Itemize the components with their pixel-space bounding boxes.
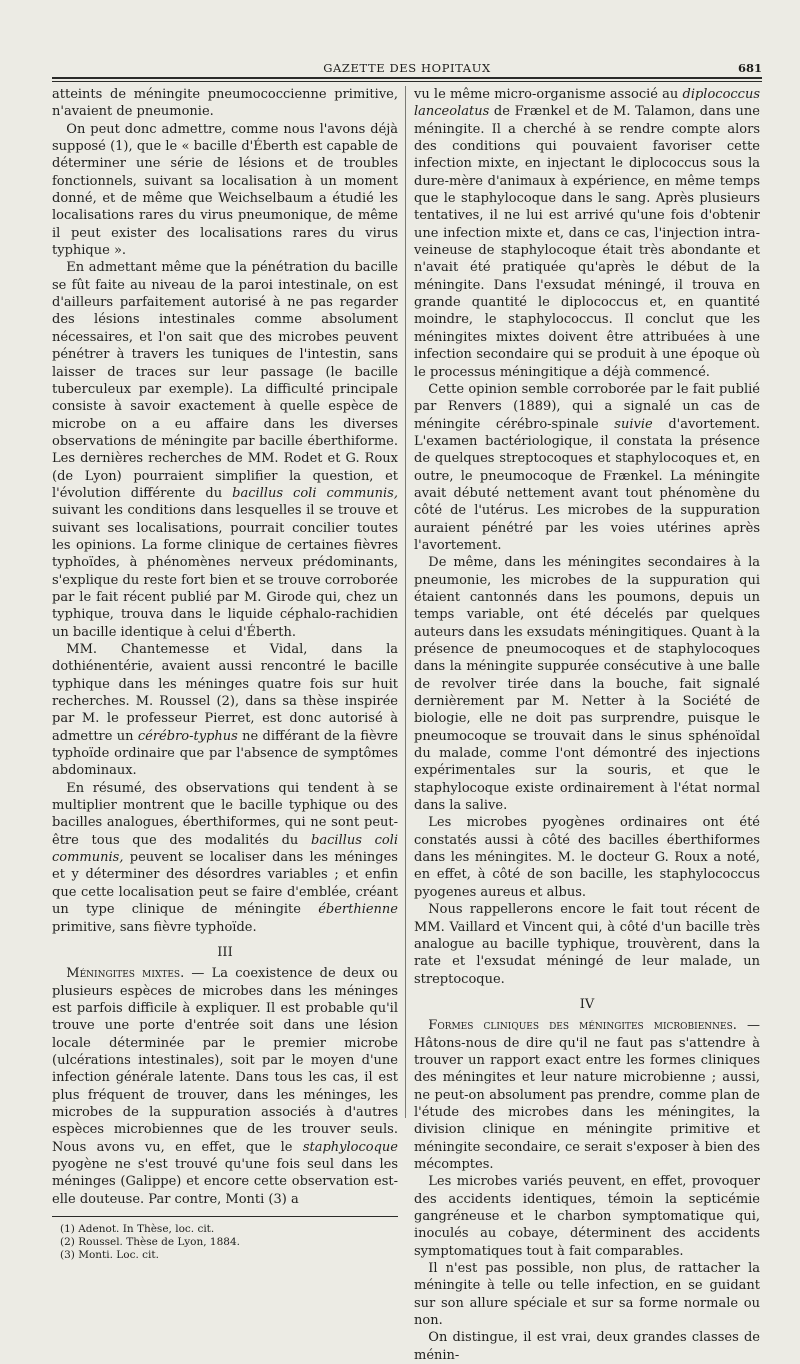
paragraph: vu le même micro-organisme associé au diplococcus lanceolatus de Frænkel et de M. Talamon, dans une méningite. Il a cherché à se rendre compte alors des conditions qui pouvaient favoriser cette infection mixte, en injectant le diplococcus sous la dure-mère d'animaux à expérience, en même temps que le staphylocoque dans le sang. Après plusieurs tentatives, il ne lui est arrivé qu'une fois d'obtenir une infection mixte et, dans ce cas, l'injection intra-veineuse de staphylocoque était très abondante et n'avait été pratiquée qu'après le début de la méningite. Dans l'exsudat méningé, il trouva en grande quantité le diplococcus et, en quantité moindre, le staphylococcus. Il conclut que les méningites mixtes doivent être attribuées à une infection secondaire qui se produit à une époque où le processus méningitique a déjà commencé. [414,87,760,380]
paragraph: En admettant même que la pénétration du bacille se fût faite au niveau de la paroi intestinale, on est d'ailleurs parfaitement autorisé à ne pas regarder des lésions intestinales comme absolument nécessaires, et l'on sait que des microbes peuvent pénétrer à travers les tuniques de l'intestin, sans laisser de traces sur leur passage (le bacille tuberculeux par exemple). La difficulté principale consiste à savoir exactement à quelle espèce de microbe on a eu affaire dans les diverses observations de méningite par bacille éberthiforme. Les dernières recherches de MM. Rodet et G. Roux (de Lyon) pourraient simplifier la question, et l'évolution différente du bacillus coli communis, suivant les conditions dans lesquelles il se trouve et suivant ses localisations, pourrait concilier toutes les opinions. La forme clinique de certaines fièvres typhoïdes, à phénomènes nerveux prédominants, s'explique du reste fort bien et se trouve corroborée par le fait récent publié par M. Girode qui, chez un typhique, trouva dans le liquide céphalo-rachidien un bacille identique à celui d'Éberth. [52,260,398,640]
page-number: 681 [737,61,762,75]
running-head [52,61,762,77]
paragraph: Les microbes variés peuvent, en effet, provoquer des accidents identiques, témoin la septicémie gangréneuse et le charbon symptomatique qui, inoculés au cobaye, déterminent des accidents symptomatiques tout à fait comparables. [414,1174,760,1259]
right-column [414,86,760,1364]
paragraph: MM. Chantemesse et Vidal, dans la dothiénentérie, avaient aussi rencontré le bacille typhique dans les méninges quatre fois sur huit recherches. M. Roussel (2), dans sa thèse inspirée par M. le professeur Pierret, est donc autorisé à admettre un cérébro-typhus ne différant de la fièvre typhoïde ordinaire que par l'absence de symptômes abdominaux. [52,642,399,779]
paragraph: Il n'est pas possible, non plus, de rattacher la méningite à telle ou telle infection, en se guidant sur son allure spéciale et sur sa forme normale ou non. [414,1261,760,1329]
footnote-rule [52,1216,398,1217]
left-column [52,86,398,1263]
paragraph: On peut donc admettre, comme nous l'avons déjà supposé (1), que le « bacille d'Éberth est capable de déterminer une série de lésions et de troubles fonctionnels, suivant sa localisation à un moment donné, et de même que Weichselbaum a étudié les localisations rares du virus pneumonique, de même il peut exister des localisations rares du virus typhique ». [52,121,398,259]
paragraph: Méningites mixtes. — La coexistence de deux ou plusieurs espèces de microbes dans les méninges est parfois difficile à expliquer. Il est probable qu'il trouve une porte d'entrée soit dans une lésion locale déterminée par le premier microbe (ulcérations intestinales), soit par le moyen d'une infection générale latente. Dans tous les cas, il est plus fréquent de trouver, dans les méninges, les microbes de la suppuration associés à d'autres espèces microbiennes que de les trouver seuls. Nous avons vu, en effet, que le staphylocoque pyogène ne s'est trouvé qu'une fois seul dans les méninges (Galippe) et encore cette observation est-elle douteuse. Par contre, Monti (3) a [52,966,398,1207]
header-rule-thin [52,81,762,82]
header-rule-thick [52,77,762,79]
paragraph: atteints de méningite pneumococcienne primitive, n'avaient de pneumonie. [52,87,398,120]
footnote: (1) Adenot. In Thèse, loc. cit. [60,1223,215,1235]
paragraph: Nous rappellerons encore le fait tout récent de MM. Vaillard et Vincent qui, à côté d'un bacille très analogue au bacille typhique, trouvèrent, dans la rate et l'exsudat méningé de leur malade, un streptocoque. [414,902,760,987]
paragraph: Formes cliniques des méningites microbiennes. — Hâtons-nous de dire qu'il ne faut pas s'attendre à trouver un rapport exact entre les formes cliniques des méningites et leur nature microbienne ; aussi, ne peut-on absolument pas prendre, comme plan de l'étude des microbes dans les méningites, la division clinique en méningite primitive et méningite secondaire, ce serait s'exposer à bien des mécomptes. [414,1018,760,1172]
section-heading: Méningites mixtes. [66,966,185,982]
running-title: GAZETTE DES HOPITAUX [323,61,491,75]
section-heading: Formes cliniques des méningites microbiennes. [428,1018,737,1034]
footnote: (2) Roussel. Thèse de Lyon, 1884. [60,1236,240,1249]
footnotes [52,1223,398,1263]
paragraph: On distingue, il est vrai, deux grandes classes de ménin- [414,1330,760,1363]
paragraph: De même, dans les méningites secondaires à la pneumonie, les microbes de la suppuration qui étaient cantonnés dans les poumons, depuis un temps variable, ont été décelés par quelques auteurs dans les exsudats méningitiques. Quant à la présence de pneumocoques et de staphylocoques dans la méningite suppurée consécutive à une balle de revolver tirée dans la bouche, fait signalé dernièrement par M. Netter à la Société de biologie, elle ne doit pas surprendre, puisque le pneumocoque se trouvait dans le sinus sphénoïdal du malade, comme l'ont démontré des injections expérimentales sur la souris, et que le staphylocoque existe ordinairement à l'état normal dans la salive. [414,555,760,814]
section-number: III [217,944,233,960]
column-divider [405,86,406,1118]
paragraph: Les microbes pyogènes ordinaires ont été constatés aussi à côté des bacilles éberthiformes dans les méningites. M. le docteur G. Roux a noté, en effet, à côté de son bacille, les staphylococcus pyogenes aureus et albus. [414,815,760,900]
paragraph: Cette opinion semble corroborée par le fait publié par Renvers (1889), qui a signalé un cas de méningite cérébro-spinale suivie d'avortement. L'examen bactériologique, il constata la présence de quelques streptocoques et staphylocoques et, en outre, le pneumocoque de Frænkel. La méningite avait débuté nettement avant tout phénomène du côté de l'utérus. Les microbes de la suppuration auraient pénétré par les voies utérines après l'avortement. [414,381,761,553]
paragraph: En résumé, des observations qui tendent à se multiplier montrent que le bacille typhique ou des bacilles analogues, éberthiformes, qui ne sont peut-être tous que des modalités du bacillus coli communis, peuvent se localiser dans les méninges et y déterminer des désordres variables ; et enfin que cette localisation peut se faire d'emblée, créant un type clinique de méningite éberthienne primitive, sans fièvre typhoïde. [52,780,398,935]
section-number: IV [579,996,595,1012]
footnote: (3) Monti. Loc. cit. [60,1249,159,1262]
